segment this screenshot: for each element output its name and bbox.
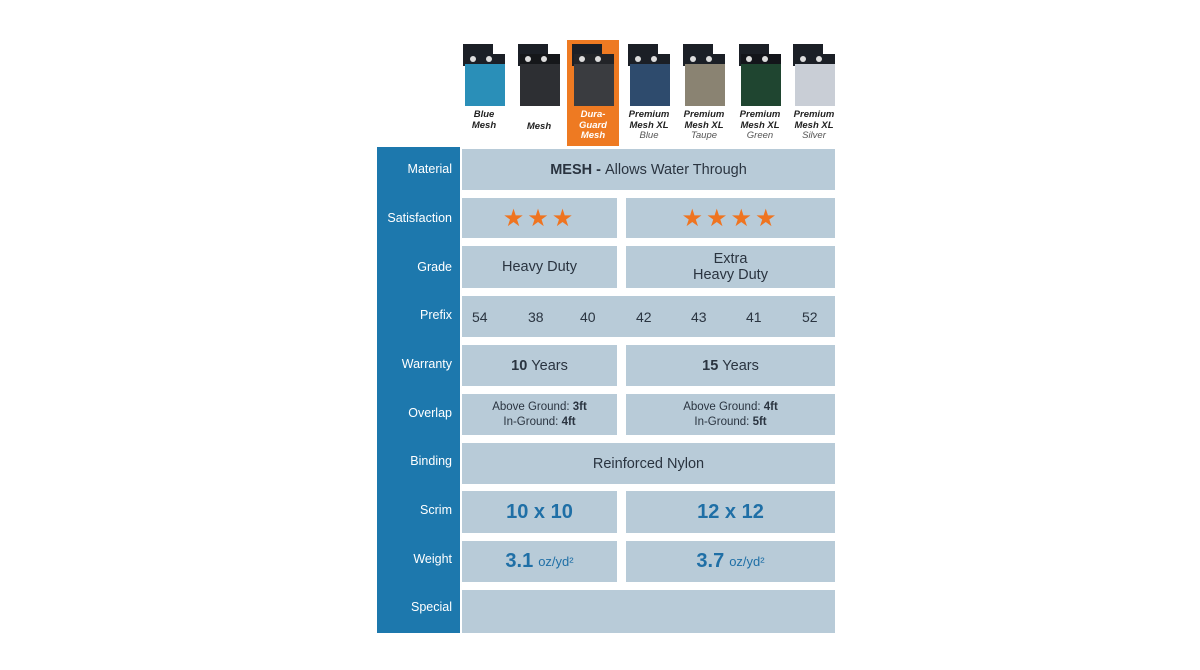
- prefix-value: 52: [802, 308, 818, 325]
- grade-right-cell: Extra Heavy Duty: [626, 246, 835, 288]
- row-label-special: Special: [411, 600, 452, 614]
- overlap-right-cell: Above Ground: 4ft In-Ground: 5ft: [626, 394, 835, 435]
- warranty-left-cell: [462, 345, 617, 386]
- overlap-left-cell: Above Ground: 3ft In-Ground: 4ft: [462, 394, 617, 435]
- prefix-value: 38: [528, 308, 544, 325]
- row-label-warranty: Warranty: [401, 357, 452, 371]
- warranty-years: 15: [702, 357, 719, 374]
- row-label-prefix: Prefix: [420, 308, 452, 322]
- prefix-value: 54: [472, 308, 488, 325]
- product-premium-mesh-xl-blue: [623, 40, 675, 146]
- tarp-swatch-icon: [461, 42, 507, 108]
- scrim-left-cell: [462, 491, 617, 533]
- tarp-swatch-icon: [516, 42, 562, 108]
- warranty-years: 10: [511, 357, 528, 374]
- row-label-weight: Weight: [413, 552, 452, 566]
- product-label: Dura- Guard Mesh: [579, 109, 607, 141]
- special-cell: [462, 590, 835, 633]
- prefix-value: 41: [746, 308, 762, 325]
- weight-value: 3.1: [505, 550, 534, 572]
- product-header: [458, 40, 840, 146]
- weight-right-cell: [626, 541, 835, 582]
- warranty-unit: Years: [531, 357, 568, 374]
- product-premium-mesh-xl-green: [734, 40, 786, 146]
- row-label-overlap: Overlap: [408, 406, 452, 420]
- grade-left-cell: Heavy Duty: [462, 246, 617, 288]
- row-label-material: Material: [407, 162, 452, 176]
- prefix-value: 42: [636, 308, 652, 325]
- warranty-unit: Years: [722, 357, 759, 374]
- star-rating-icon: ★★★★: [681, 204, 780, 232]
- weight-left-cell: [462, 541, 617, 582]
- weight-unit: oz/yd²: [729, 554, 765, 569]
- star-rating-icon: ★★★: [502, 204, 577, 232]
- product-label: Premium Mesh XL Green: [739, 109, 781, 141]
- satisfaction-right-cell: [626, 198, 835, 238]
- product-blue-mesh: [458, 40, 510, 146]
- material-description: Allows Water Through: [604, 161, 747, 178]
- product-label: Premium Mesh XL Blue: [628, 109, 670, 141]
- satisfaction-left-cell: [462, 198, 617, 238]
- tarp-swatch-icon: [626, 42, 672, 108]
- binding-cell: Reinforced Nylon: [462, 443, 835, 484]
- weight-unit: oz/yd²: [538, 554, 574, 569]
- row-label-binding: Binding: [410, 454, 452, 468]
- prefix-cell: [462, 296, 835, 337]
- scrim-value: 12 x 12: [697, 500, 764, 523]
- product-premium-mesh-xl-silver: [788, 40, 840, 146]
- tarp-swatch-icon: [570, 42, 616, 108]
- tarp-swatch-icon: [681, 42, 727, 108]
- row-label-scrim: Scrim: [420, 503, 452, 517]
- material-type: MESH -: [550, 161, 601, 178]
- prefix-value: 43: [691, 308, 707, 325]
- product-label: Mesh: [526, 121, 552, 132]
- scrim-right-cell: [626, 491, 835, 533]
- row-label-grade: Grade: [417, 260, 452, 274]
- row-label-satisfaction: Satisfaction: [387, 211, 452, 225]
- prefix-value: 40: [580, 308, 596, 325]
- product-premium-mesh-xl-taupe: [678, 40, 730, 146]
- tarp-swatch-icon: [791, 42, 837, 108]
- warranty-right-cell: [626, 345, 835, 386]
- product-dura-guard-mesh: [567, 40, 619, 146]
- product-label: Blue Mesh: [471, 109, 497, 131]
- scrim-value: 10 x 10: [506, 500, 573, 523]
- row-label-column: [377, 147, 460, 633]
- weight-value: 3.7: [696, 550, 725, 572]
- product-label: Premium Mesh XL Silver: [793, 109, 835, 141]
- tarp-swatch-icon: [737, 42, 783, 108]
- material-cell: [462, 149, 835, 190]
- product-label: Premium Mesh XL Taupe: [683, 109, 725, 141]
- product-mesh: [513, 40, 565, 146]
